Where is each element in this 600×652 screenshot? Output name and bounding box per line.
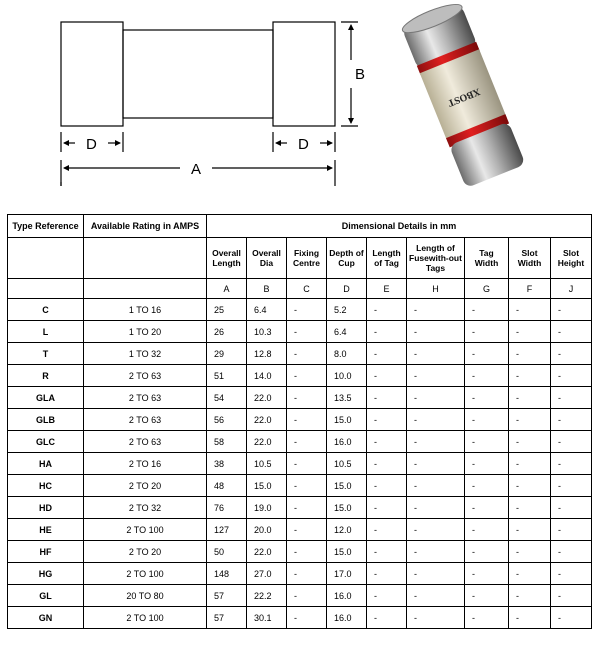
dimension-cell: - (465, 607, 509, 629)
dimension-cell: 57 (207, 585, 247, 607)
type-reference-cell: GN (8, 607, 84, 629)
dimension-cell: - (367, 607, 407, 629)
dimension-cell: 48 (207, 475, 247, 497)
dimension-cell: 15.0 (327, 497, 367, 519)
dimension-cell: - (367, 475, 407, 497)
dimension-cell: 26 (207, 321, 247, 343)
dimension-letter: F (509, 279, 551, 299)
dimension-cell: - (509, 475, 551, 497)
dimension-cell: - (287, 453, 327, 475)
table-row (8, 607, 592, 629)
dimension-cell: - (509, 607, 551, 629)
rating-cell: 2 TO 100 (84, 607, 207, 629)
type-reference-cell: GLB (8, 409, 84, 431)
dimension-cell: - (287, 519, 327, 541)
dimension-cell: - (287, 431, 327, 453)
dimension-letter: D (327, 279, 367, 299)
dimension-letter: J (551, 279, 592, 299)
dimension-cell: 57 (207, 607, 247, 629)
dimension-cell: 22.0 (247, 431, 287, 453)
header-type-reference: Type Reference (8, 215, 84, 238)
dimension-cell: - (509, 585, 551, 607)
dimension-description: Slot Width (509, 238, 551, 279)
dimension-cell: 20.0 (247, 519, 287, 541)
dimension-cell: 19.0 (247, 497, 287, 519)
dimension-cell: - (287, 387, 327, 409)
dimension-cell: - (551, 563, 592, 585)
dimension-cell: 22.0 (247, 387, 287, 409)
type-reference-cell: L (8, 321, 84, 343)
dimension-cell: 25 (207, 299, 247, 321)
dimension-description: Slot Height (551, 238, 592, 279)
dimension-description: Length of Tag (367, 238, 407, 279)
table-row (8, 585, 592, 607)
header-available-rating: Available Rating in AMPS (84, 215, 207, 238)
dimension-cell: - (407, 607, 465, 629)
dimension-letter: B (247, 279, 287, 299)
dimension-cell: - (509, 563, 551, 585)
dimension-cell: - (551, 475, 592, 497)
dimension-cell: - (465, 475, 509, 497)
dimension-cell: 12.0 (327, 519, 367, 541)
type-reference-cell: R (8, 365, 84, 387)
dimension-cell: - (367, 343, 407, 365)
left-end-cap (61, 22, 123, 126)
dimension-cell: - (509, 365, 551, 387)
header-dimensional-details: Dimensional Details in mm (207, 215, 592, 238)
dimension-cell: - (367, 431, 407, 453)
dimension-cell: - (551, 453, 592, 475)
type-reference-cell: GLC (8, 431, 84, 453)
dimension-cell: 6.4 (247, 299, 287, 321)
rating-cell: 2 TO 32 (84, 497, 207, 519)
dimension-cell: - (551, 519, 592, 541)
dimension-cell: - (407, 475, 465, 497)
rating-cell: 2 TO 63 (84, 387, 207, 409)
dimension-cell: - (367, 365, 407, 387)
dimension-cell: - (407, 431, 465, 453)
dimension-cell: - (509, 299, 551, 321)
dimension-cell: - (551, 299, 592, 321)
dimension-cell: 15.0 (247, 475, 287, 497)
type-reference-cell: HG (8, 563, 84, 585)
table-row (8, 453, 592, 475)
dimension-cell: - (287, 343, 327, 365)
dimension-cell: 14.0 (247, 365, 287, 387)
table-row (8, 541, 592, 563)
table-row (8, 321, 592, 343)
dimension-cell: - (551, 585, 592, 607)
dimension-cell: - (551, 343, 592, 365)
dimension-cell: - (407, 563, 465, 585)
dimension-letter: H (407, 279, 465, 299)
right-end-cap (273, 22, 335, 126)
dimension-cell: - (287, 321, 327, 343)
dimension-cell: - (287, 475, 327, 497)
rating-cell: 2 TO 100 (84, 519, 207, 541)
dimension-cell: - (465, 343, 509, 365)
dimension-cell: - (367, 585, 407, 607)
dimension-cell: 6.4 (327, 321, 367, 343)
dimension-cell: - (509, 409, 551, 431)
dimension-cell: - (367, 497, 407, 519)
dimension-cell: 127 (207, 519, 247, 541)
fuse-marking-text: XBOST (446, 85, 482, 109)
dimension-letter: C (287, 279, 327, 299)
table-row (8, 475, 592, 497)
dimension-cell: 10.3 (247, 321, 287, 343)
dimension-cell: - (367, 321, 407, 343)
rating-cell: 2 TO 16 (84, 453, 207, 475)
dimension-cell: 30.1 (247, 607, 287, 629)
dimension-cell: 50 (207, 541, 247, 563)
dimension-cell: 16.0 (327, 585, 367, 607)
dimension-cell: - (407, 343, 465, 365)
dimension-cell: - (509, 387, 551, 409)
dimension-cell: - (287, 541, 327, 563)
dimension-cell: - (465, 365, 509, 387)
dimension-cell: - (367, 409, 407, 431)
dimension-cell: 27.0 (247, 563, 287, 585)
dimension-cell: - (509, 343, 551, 365)
dimension-cell: - (407, 409, 465, 431)
dimension-cell: - (551, 607, 592, 629)
dimension-cell: - (551, 431, 592, 453)
dimension-cell: - (367, 453, 407, 475)
dimension-cell: - (367, 563, 407, 585)
dimension-cell: - (465, 409, 509, 431)
dimension-cell: - (407, 365, 465, 387)
dimension-cell: - (407, 519, 465, 541)
dimension-letter: E (367, 279, 407, 299)
dimension-cell: 10.5 (327, 453, 367, 475)
table-body (8, 299, 592, 629)
table-row (8, 299, 592, 321)
dim-label-b: B (355, 66, 366, 83)
rating-cell: 2 TO 100 (84, 563, 207, 585)
dimension-cell: - (367, 387, 407, 409)
dimension-cell: - (367, 541, 407, 563)
rating-cell: 2 TO 20 (84, 475, 207, 497)
rating-cell: 2 TO 20 (84, 541, 207, 563)
dim-label-a: A (191, 161, 202, 178)
table-row (8, 431, 592, 453)
dimension-cell: - (465, 563, 509, 585)
dimension-cell: - (509, 541, 551, 563)
type-reference-cell: HC (8, 475, 84, 497)
dimension-cell: - (407, 321, 465, 343)
dimension-cell: 148 (207, 563, 247, 585)
dimension-cell: - (287, 497, 327, 519)
type-reference-cell: GLA (8, 387, 84, 409)
type-reference-cell: C (8, 299, 84, 321)
dimension-cell: 13.5 (327, 387, 367, 409)
dimension-description: Depth of Cup (327, 238, 367, 279)
dimension-cell: 76 (207, 497, 247, 519)
rating-cell: 2 TO 63 (84, 431, 207, 453)
rating-cell: 1 TO 20 (84, 321, 207, 343)
dimension-cell: 15.0 (327, 475, 367, 497)
dimension-cell: - (287, 409, 327, 431)
dimension-cell: - (509, 431, 551, 453)
dimension-cell: - (287, 607, 327, 629)
dimension-cell: - (465, 431, 509, 453)
rating-cell: 20 TO 80 (84, 585, 207, 607)
fuse-dimension-table (7, 214, 592, 629)
dimension-cell: - (465, 497, 509, 519)
dimension-cell: - (407, 453, 465, 475)
type-reference-cell: HA (8, 453, 84, 475)
type-reference-cell: GL (8, 585, 84, 607)
dimension-cell: 29 (207, 343, 247, 365)
dimension-cell: - (407, 299, 465, 321)
dimension-cell: - (551, 541, 592, 563)
table-row (8, 343, 592, 365)
fuse-body (123, 30, 273, 118)
dimension-description: Overall Length (207, 238, 247, 279)
dimension-cell: 51 (207, 365, 247, 387)
dimension-cell: 10.5 (247, 453, 287, 475)
table-row (8, 497, 592, 519)
dimension-letter: A (207, 279, 247, 299)
dimension-description: Overall Dia (247, 238, 287, 279)
dimension-description-row (8, 238, 592, 279)
dim-label-d-left: D (86, 136, 97, 153)
type-reference-cell: HF (8, 541, 84, 563)
table-row (8, 563, 592, 585)
dimension-cell: - (465, 387, 509, 409)
rating-cell: 1 TO 32 (84, 343, 207, 365)
dimension-cell: - (509, 519, 551, 541)
table-row (8, 519, 592, 541)
dimension-cell: - (407, 541, 465, 563)
dimension-cell: - (465, 453, 509, 475)
dimension-cell: 22.0 (247, 409, 287, 431)
dimension-cell: - (509, 321, 551, 343)
dimension-cell: - (407, 585, 465, 607)
dimension-cell: 15.0 (327, 409, 367, 431)
dimension-cell: 54 (207, 387, 247, 409)
dimension-cell: 10.0 (327, 365, 367, 387)
dimension-cell: - (465, 519, 509, 541)
dimension-cell: 38 (207, 453, 247, 475)
fuse-dimension-diagram (0, 0, 380, 200)
dimension-cell: - (465, 541, 509, 563)
dimension-cell: 16.0 (327, 607, 367, 629)
dimension-cell: - (287, 585, 327, 607)
dimension-letter: G (465, 279, 509, 299)
dimension-cell: - (407, 497, 465, 519)
dimension-cell: 15.0 (327, 541, 367, 563)
table-row (8, 387, 592, 409)
rating-cell: 1 TO 16 (84, 299, 207, 321)
dimension-cell: - (465, 321, 509, 343)
dimension-cell: - (465, 299, 509, 321)
dimension-description: Tag Width (465, 238, 509, 279)
table-row (8, 365, 592, 387)
dimension-cell: - (407, 387, 465, 409)
type-reference-cell: HD (8, 497, 84, 519)
fuse-photo (390, 2, 540, 192)
dimension-cell: 12.8 (247, 343, 287, 365)
dimension-description: Fixing Centre (287, 238, 327, 279)
dimension-cell: - (551, 321, 592, 343)
dimension-cell: - (551, 365, 592, 387)
dimension-cell: - (287, 365, 327, 387)
dimension-cell: - (551, 409, 592, 431)
dimension-description: Length of Fusewith-out Tags (407, 238, 465, 279)
dimension-cell: - (465, 585, 509, 607)
dimension-cell: - (287, 299, 327, 321)
dimension-cell: 22.2 (247, 585, 287, 607)
dimension-cell: 58 (207, 431, 247, 453)
dimension-cell: - (367, 299, 407, 321)
dimension-cell: 17.0 (327, 563, 367, 585)
dimension-cell: 16.0 (327, 431, 367, 453)
rating-cell: 2 TO 63 (84, 409, 207, 431)
rating-cell: 2 TO 63 (84, 365, 207, 387)
dimension-cell: 8.0 (327, 343, 367, 365)
dimension-cell: 56 (207, 409, 247, 431)
type-reference-cell: HE (8, 519, 84, 541)
type-reference-cell: T (8, 343, 84, 365)
dimension-cell: 5.2 (327, 299, 367, 321)
dim-label-d-right: D (298, 136, 309, 153)
dimension-cell: - (287, 563, 327, 585)
dimension-cell: - (551, 497, 592, 519)
dimension-letter-row (8, 279, 592, 299)
dimension-cell: - (509, 453, 551, 475)
dimension-cell: 22.0 (247, 541, 287, 563)
dimension-cell: - (367, 519, 407, 541)
table-row (8, 409, 592, 431)
dimension-cell: - (509, 497, 551, 519)
dimension-cell: - (551, 387, 592, 409)
